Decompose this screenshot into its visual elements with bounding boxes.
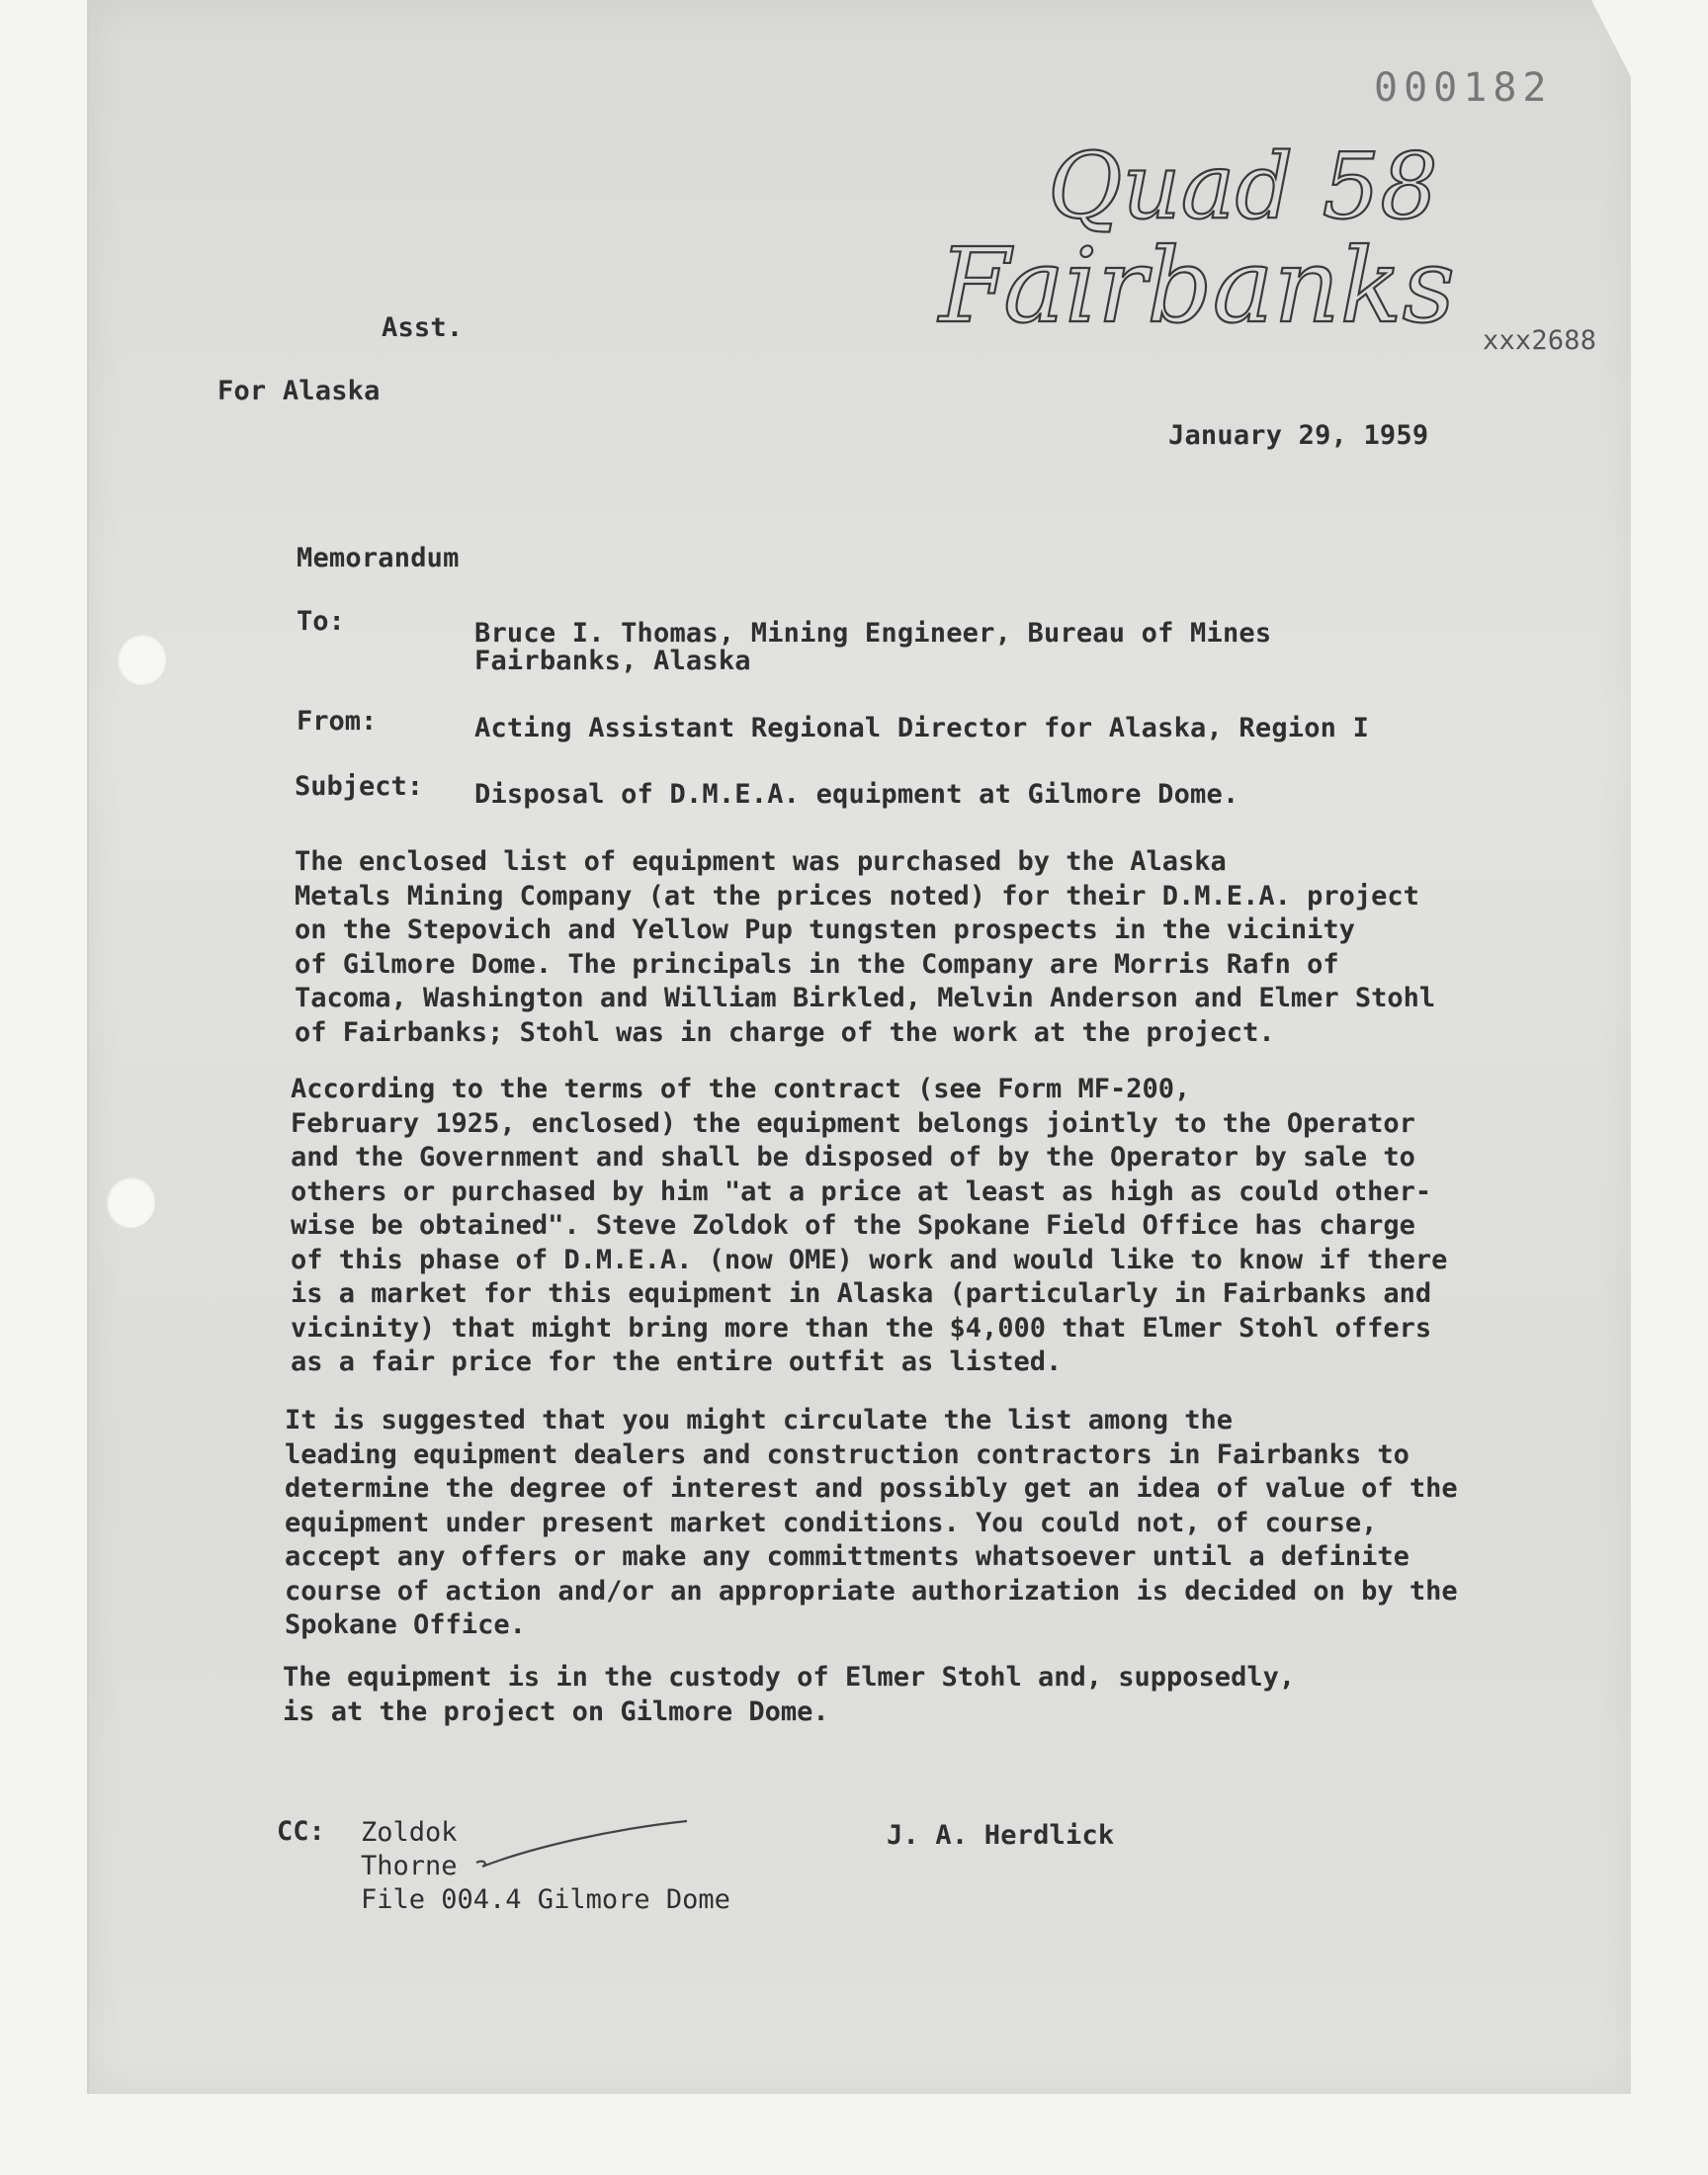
handwritten-annotation (929, 119, 1562, 376)
body-paragraph-2: According to the terms of the contract (see Form MF-200, February 1925, enclosed) the equipment belongs jointly to the Operator and the Government and shall be disposed of by the Operator by sale to others or purchased by him "at a price at least as high as could other- wise be obtained". Steve Zoldok of the Spokane Field Office has charge of this phase of D.M.E.A. (now OME) work and would like to know if there is a market for this equipment in Alaska (particularly in Fairbanks and vicinity) that might bring more than the $4,000 that Elmer Stohl offers as a fair price for the entire outfit as listed. (291, 1074, 1448, 1377)
subject-value: Disposal of D.M.E.A. equipment at Gilmore Dome. (474, 779, 1239, 810)
from-value: Acting Assistant Regional Director for Alaska, Region I (474, 713, 1370, 743)
checkmark-icon (474, 1819, 692, 1869)
from-label: From: (297, 706, 378, 737)
memo-type: Memorandum (297, 543, 460, 573)
cc-item: Zoldok (361, 1817, 458, 1848)
cc-label: CC: (277, 1816, 325, 1847)
signature: J. A. Herdlick (887, 1820, 1115, 1851)
folded-corner (1591, 0, 1631, 77)
cc-item: File 004.4 Gilmore Dome (361, 1884, 730, 1915)
to-line-2: Fairbanks, Alaska (474, 646, 751, 676)
handwritten-quad: Quad 58 (1048, 133, 1438, 239)
to-line-1: Bruce I. Thomas, Mining Engineer, Bureau of Mines (474, 618, 1272, 649)
asst-label: Asst. (382, 312, 464, 343)
body-paragraph-4: The equipment is in the custody of Elmer Stohl and, supposedly, is at the project on Gilmore Dome. (283, 1662, 1296, 1727)
document-stamp-number: 000182 (1374, 65, 1553, 111)
file-code: xxx2688 (1483, 325, 1597, 356)
for-alaska-label: For Alaska (217, 376, 381, 406)
body-paragraph-1: The enclosed list of equipment was purchased by the Alaska Metals Mining Company (at the prices noted) for their D.M.E.A. project on the Stepovich and Yellow Pup tungsten prospects in the vicinity of Gilmore Dome. The principals in the Company are Morris Rafn of Tacoma, Washington and William Birkled, Melvin Anderson and Elmer Stohl of Fairbanks; Stohl was in charge of the work at the project. (295, 846, 1436, 1048)
punch-hole (117, 634, 166, 685)
to-label: To: (297, 606, 345, 637)
memo-date: January 29, 1959 (1168, 420, 1429, 451)
cc-item: Thorne (361, 1851, 458, 1881)
punch-hole (106, 1176, 155, 1228)
body-paragraph-3: It is suggested that you might circulate the list among the leading equipment dealers and construction contractors in Fairbanks to determine the degree of interest and possibly get an idea of value of the equipment under present market conditions. You could not, of course, accept any offers or make any committments whatsoever until a definite course of action and/or an appropriate authorization is decided on by the Spokane Office. (285, 1405, 1458, 1640)
subject-label: Subject: (295, 771, 424, 802)
handwritten-fairbanks: Fairbanks (939, 225, 1456, 346)
